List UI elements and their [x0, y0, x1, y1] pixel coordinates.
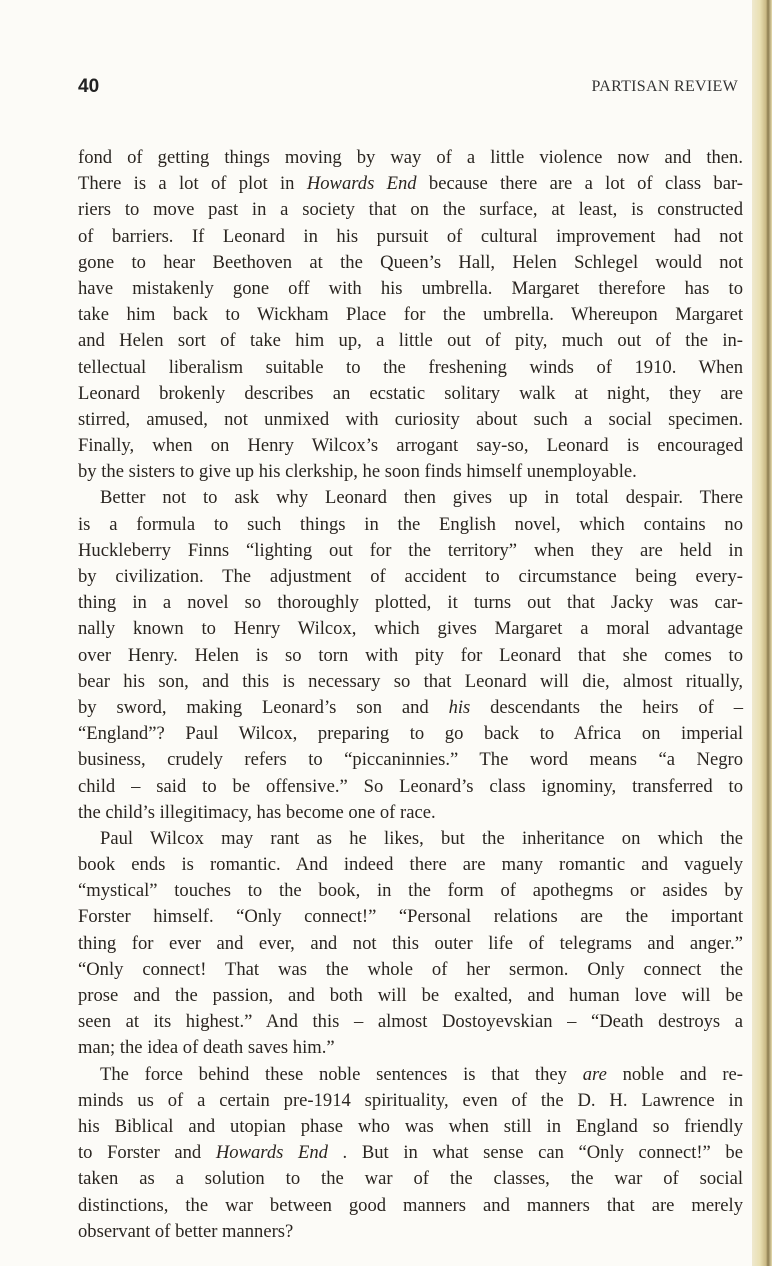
italic-title: are — [582, 1063, 607, 1085]
text-segment: by sword, making Leonard’s son and — [78, 696, 449, 718]
text-segment: business, crudely refers to “piccaninnies.” The word means “a Negro — [78, 749, 743, 771]
text-line — [78, 145, 743, 171]
text-segment: “Only connect! That was the whole of her sermon. Only connect the — [78, 958, 743, 980]
text-segment: Paul Wilcox may rant as he likes, but the inheritance on which the — [100, 827, 743, 849]
text-line — [78, 328, 743, 354]
text-line — [78, 512, 743, 538]
text-line — [78, 1062, 743, 1088]
text-line — [78, 355, 743, 381]
paragraph — [78, 145, 743, 485]
text-line — [78, 381, 743, 407]
text-line — [78, 1114, 743, 1140]
text-segment: gone to hear Beethoven at the Queen’s Hall, Helen Schlegel would not — [78, 251, 743, 273]
text-segment: minds us of a certain pre-1914 spirituality, even of the D. H. Lawrence in — [78, 1089, 743, 1111]
text-line — [78, 826, 743, 852]
text-line — [78, 721, 743, 747]
text-line — [78, 852, 743, 878]
text-segment: stirred, amused, not unmixed with curiosity about such a social specimen. — [78, 408, 743, 430]
text-segment: bear his son, and this is necessary so that Leonard will die, almost ritually, — [78, 670, 743, 692]
text-line — [78, 669, 743, 695]
text-segment: Finally, when on Henry Wilcox’s arrogant say-so, Leonard is encouraged — [78, 435, 743, 457]
text-line — [78, 433, 743, 459]
text-line — [78, 1219, 743, 1245]
text-line — [78, 564, 743, 590]
text-segment: There is a lot of plot in — [78, 173, 307, 195]
text-segment: The force behind these noble sentences is that they — [100, 1063, 583, 1085]
text-segment: and Helen sort of take him up, a little out of pity, much out of the in- — [78, 330, 743, 352]
text-segment: prose and the passion, and both will be exalted, and human love will be — [78, 985, 743, 1006]
text-line — [78, 904, 743, 930]
text-segment: is a formula to such things in the English novel, which contains no — [78, 513, 743, 535]
text-segment: because there are a lot of class bar- — [416, 173, 743, 195]
text-line — [78, 983, 743, 1009]
text-line — [78, 590, 743, 616]
text-segment: “mystical” touches to the book, in the form of apothegms or asides by — [78, 880, 743, 902]
text-segment: observant of better manners? — [78, 1220, 294, 1242]
text-segment: of barriers. If Leonard in his pursuit of cultural improvement had not — [78, 225, 743, 247]
text-segment: thing for ever and ever, and not this outer life of telegrams and anger.” — [78, 932, 743, 954]
paragraph — [78, 485, 743, 825]
paragraph — [78, 1062, 743, 1245]
text-segment: by civilization. The adjustment of accident to circumstance being every- — [78, 566, 743, 587]
text-line — [78, 931, 743, 957]
text-line — [78, 1035, 743, 1061]
text-line — [78, 957, 743, 983]
text-line — [78, 800, 743, 826]
text-line — [78, 485, 743, 511]
text-line — [78, 197, 743, 223]
text-segment: take him back to Wickham Place for the umbrella. Whereupon Margaret — [78, 304, 743, 326]
text-line — [78, 747, 743, 773]
text-segment: Forster himself. “Only connect!” “Personal relations are the important — [78, 906, 743, 928]
text-line — [78, 616, 743, 642]
text-segment: . But in what sense can “Only connect!” be — [327, 1142, 743, 1164]
page-number: 40 — [78, 76, 100, 97]
text-segment: book ends is romantic. And indeed there are many romantic and vaguely — [78, 854, 743, 876]
text-line — [78, 302, 743, 328]
text-segment: thing in a novel so thoroughly plotted, it turns out that Jacky was car- — [78, 592, 743, 614]
text-segment: Huckleberry Finns “lighting out for the territory” when they are held in — [78, 539, 743, 561]
text-line — [78, 1009, 743, 1035]
italic-title: Howards End — [306, 173, 417, 195]
text-segment: the child’s illegitimacy, has become one of race. — [78, 801, 436, 823]
italic-title: his — [448, 696, 471, 718]
text-segment: “England”? Paul Wilcox, preparing to go back to Africa on imperial — [78, 723, 743, 745]
text-segment: tellectual liberalism suitable to the freshening winds of 1910. When — [78, 356, 743, 378]
article-body — [78, 145, 743, 1245]
text-line — [78, 407, 743, 433]
text-segment: seen at its highest.” And this – almost Dostoyevskian – “Death destroys a — [78, 1011, 743, 1033]
text-segment: taken as a solution to the war of the classes, the war of social — [78, 1168, 743, 1190]
text-line — [78, 695, 743, 721]
text-line — [78, 224, 743, 250]
text-segment: have mistakenly gone off with his umbrella. Margaret therefore has to — [78, 277, 743, 299]
text-line — [78, 459, 743, 485]
text-segment: man; the idea of death saves him.” — [78, 1037, 335, 1059]
text-segment: Better not to ask why Leonard then gives up in total despair. There — [100, 487, 743, 509]
text-line — [78, 1088, 743, 1114]
text-line — [78, 250, 743, 276]
text-segment: riers to move past in a society that on the surface, at least, is constructed — [78, 199, 743, 221]
text-segment: by the sisters to give up his clerkship, he soon finds himself unemployable. — [78, 461, 637, 483]
text-line — [78, 1193, 743, 1219]
text-line — [78, 276, 743, 302]
text-line — [78, 538, 743, 564]
text-segment: distinctions, the war between good manners and manners that are merely — [78, 1194, 743, 1216]
text-segment: over Henry. Helen is so torn with pity for Leonard that she comes to — [78, 644, 743, 666]
paragraph — [78, 826, 743, 1062]
text-line — [78, 1166, 743, 1192]
italic-title: Howards End — [215, 1142, 328, 1164]
text-segment: noble and re- — [606, 1063, 743, 1085]
text-line — [78, 774, 743, 800]
text-line — [78, 643, 743, 669]
text-line — [78, 171, 743, 197]
text-line — [78, 1140, 743, 1166]
text-segment: descendants the heirs of – — [470, 696, 743, 718]
text-segment: to Forster and — [78, 1142, 216, 1164]
page-edge — [752, 0, 772, 1266]
text-segment: Leonard brokenly describes an ecstatic solitary walk at night, they are — [78, 382, 743, 404]
text-segment: fond of getting things moving by way of a little violence now and then. — [78, 147, 743, 168]
running-title: PARTISAN REVIEW — [591, 78, 738, 95]
text-segment: his Biblical and utopian phase who was when still in England so friendly — [78, 1115, 743, 1137]
text-line — [78, 878, 743, 904]
text-segment: child – said to be offensive.” So Leonard’s class ignominy, transferred to — [78, 775, 743, 797]
text-segment: nally known to Henry Wilcox, which gives Margaret a moral advantage — [78, 618, 743, 640]
